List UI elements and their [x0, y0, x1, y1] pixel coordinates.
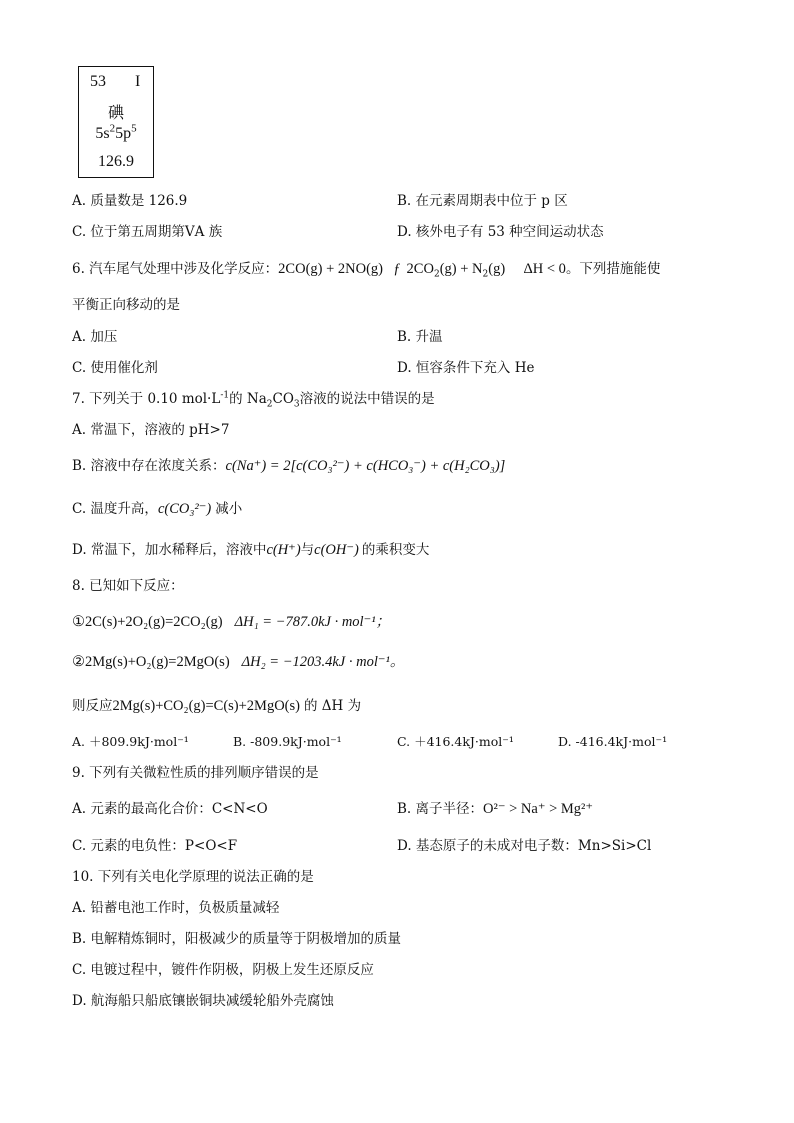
- q5-option-c: C. 位于第五周期第ⅤA 族: [72, 224, 223, 240]
- q8-option-c: C. ＋416.4kJ·mol⁻¹: [397, 734, 514, 749]
- q7-option-d: D. 常温下，加水稀释后，溶液中c(H⁺)与c(OH⁻) 的乘积变大: [72, 542, 430, 558]
- electron-config: $5s^25p^5$: [95, 122, 137, 142]
- q7-option-b: B. 溶液中存在浓度关系：c(Na⁺) = 2[c(CO₃²⁻) + c(HCO₃⁻) + c(H₂CO₃)]: [72, 458, 506, 474]
- q10-stem: 10. 下列有关电化学原理的说法正确的是: [72, 869, 314, 885]
- atomic-number: 53: [90, 73, 106, 90]
- q6-stem-line2: 平衡正向移动的是: [72, 297, 180, 313]
- q9-option-a: A. 元素的最高化合价：C<N<O: [72, 801, 268, 817]
- atomic-mass: 126.9: [98, 153, 134, 170]
- q6-option-b: B. 升温: [397, 329, 443, 345]
- q6-option-d: D. 恒容条件下充入 He: [397, 360, 535, 376]
- q9-stem: 9. 下列有关微粒性质的排列顺序错误的是: [72, 765, 319, 781]
- q8-reaction-2: ②2Mg(s)+O₂(g)=2MgO(s) ΔH₂ = −1203.4kJ · mol⁻¹。: [72, 654, 405, 670]
- q9-option-c: C. 元素的电负性：P<O<F: [72, 838, 238, 854]
- q10-option-b: B. 电解精炼铜时，阳极减少的质量等于阴极增加的质量: [72, 931, 402, 947]
- q7-option-c: C. 温度升高，c(CO₃²⁻) 减小: [72, 501, 243, 517]
- q10-option-c: C. 电镀过程中，镀件作阴极，阴极上发生还原反应: [72, 962, 374, 978]
- element-name: 碘: [107, 105, 124, 122]
- q6-option-a: A. 加压: [72, 329, 118, 345]
- q8-stem: 8. 已知如下反应：: [72, 578, 184, 594]
- q8-option-d: D. -416.4kJ·mol⁻¹: [558, 734, 668, 749]
- q8-question: 则反应2Mg(s)+CO₂(g)=C(s)+2MgO(s) 的 ΔH 为: [72, 698, 362, 714]
- q6-option-c: C. 使用催化剂: [72, 360, 158, 376]
- q9-option-b: B. 离子半径：O²⁻ > Na⁺ > Mg²⁺: [397, 801, 594, 817]
- element-card-iodine: [78, 66, 154, 178]
- q10-option-a: A. 铅蓄电池工作时，负极质量减轻: [72, 900, 280, 916]
- q8-option-a: A. ＋809.9kJ·mol⁻¹: [72, 734, 189, 749]
- q5-option-b: B. 在元素周期表中位于 p 区: [397, 193, 568, 209]
- q5-option-a: A. 质量数是 126.9: [72, 193, 188, 209]
- q7-stem: 7. 下列关于 0.10 $mol\cdot L^{-1}$的 $Na_2CO_3$溶液的说法中错误的是: [72, 390, 435, 410]
- element-symbol: I: [135, 73, 141, 90]
- q8-option-b: B. -809.9kJ·mol⁻¹: [233, 734, 342, 749]
- q6-stem: 6. 汽车尾气处理中涉及化学反应：2CO(g) + 2NO(g) ƒ $2CO_2(g) + N_2(g) \Delta H < 0$。下列措施能使: [72, 261, 661, 280]
- q7-option-a: A. 常温下，溶液的 pH>7: [72, 422, 230, 438]
- q9-option-d: D. 基态原子的未成对电子数：Mn>Si>Cl: [397, 838, 652, 854]
- q5-option-d: D. 核外电子有 53 种空间运动状态: [397, 224, 604, 240]
- q10-option-d: D. 航海船只船底镶嵌铜块减缓轮船外壳腐蚀: [72, 993, 334, 1009]
- q8-reaction-1: ①2C(s)+2O₂(g)=2CO₂(g) ΔH₁ = −787.0kJ · mol⁻¹；: [72, 614, 391, 630]
